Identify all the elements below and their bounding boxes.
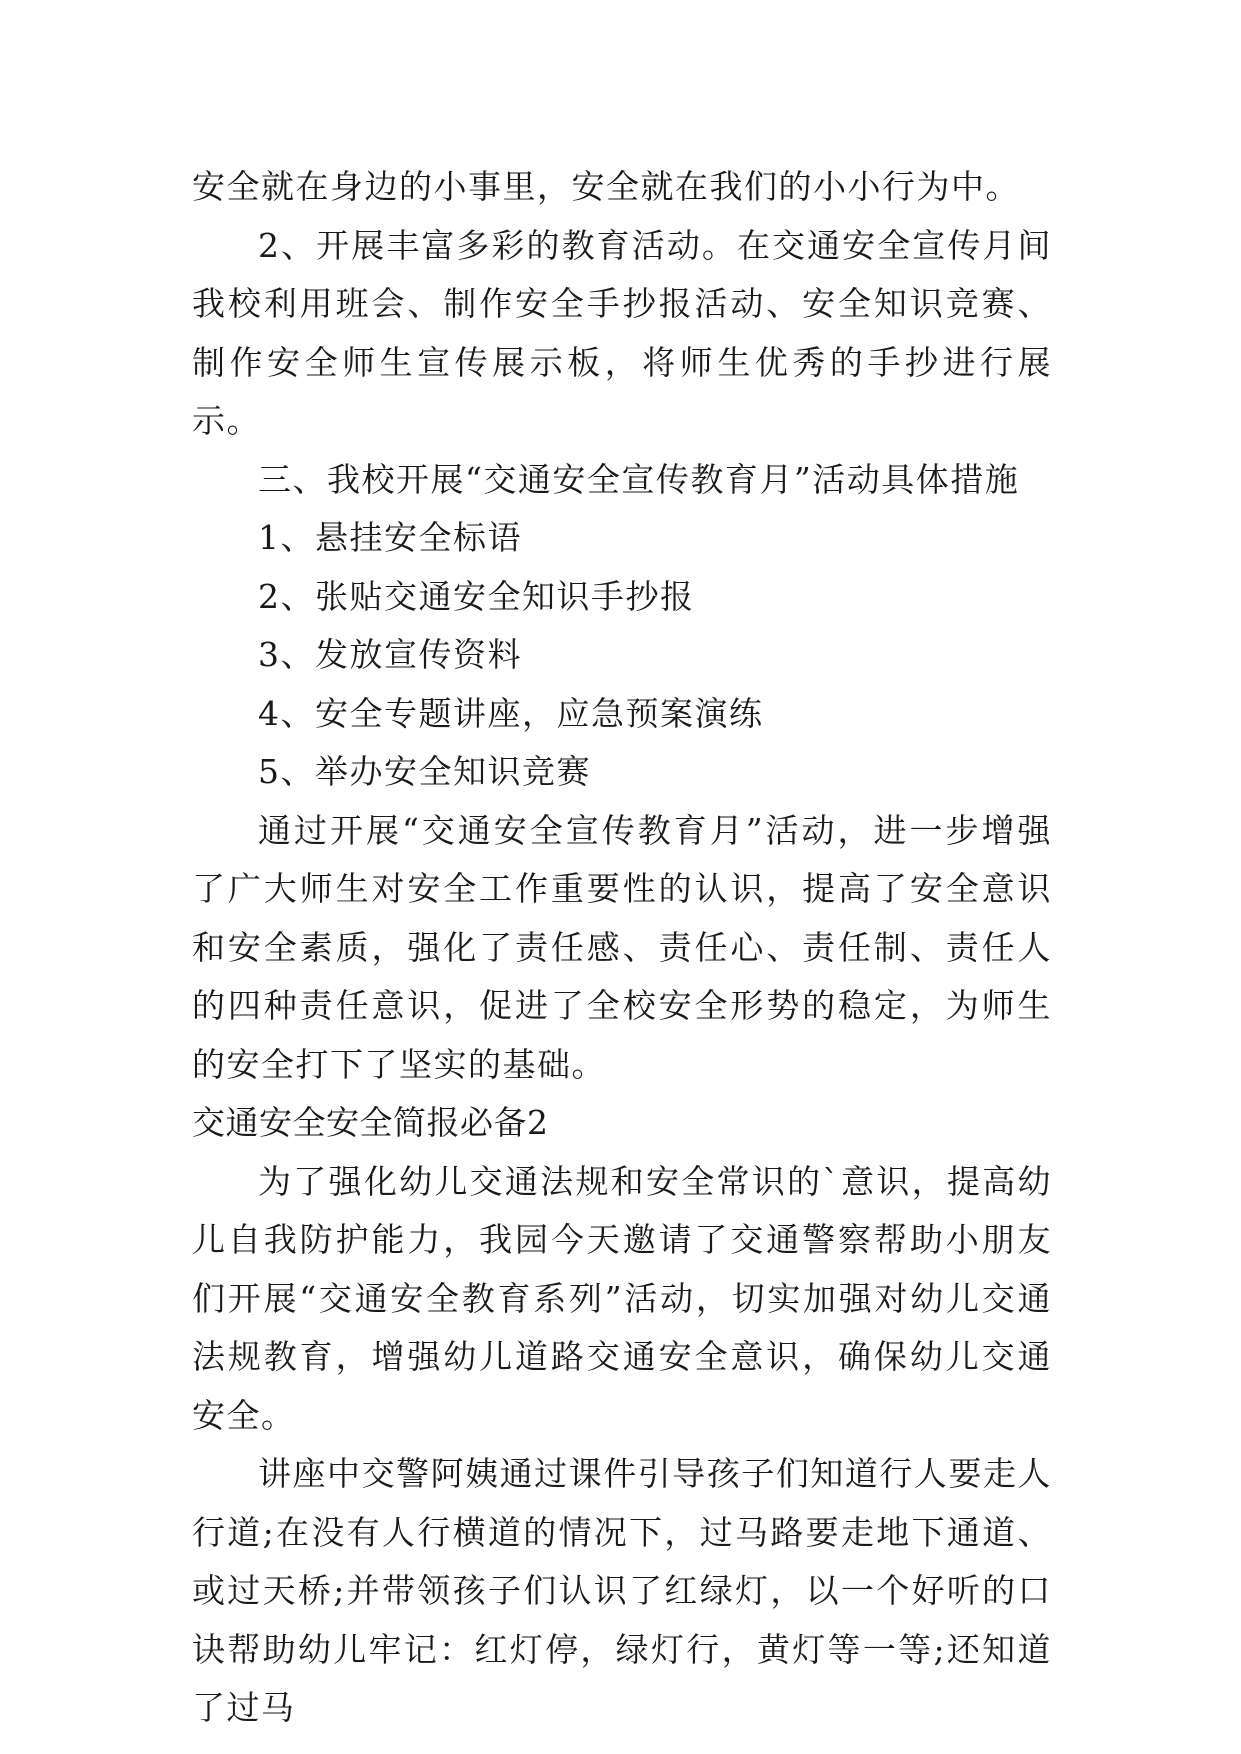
list-item: 5、举办安全知识竞赛	[258, 752, 591, 791]
list-item: 4、安全专题讲座，应急预案演练	[258, 693, 764, 733]
list-item: 1、悬挂安全标语	[258, 518, 522, 557]
paragraph: 2、开展丰富多彩的教育活动。在交通安全宣传月间我校利用班会、制作安全手抄报活动、安全知识竞赛、制作安全师生宣传展示板，将师生优秀的手抄进行展示。	[192, 225, 1052, 440]
list-item: 2、张贴交通安全知识手抄报	[258, 576, 695, 616]
article-title: 交通安全安全简报必备2	[192, 1103, 549, 1142]
list-item: 3、发放宣传资料	[258, 635, 522, 674]
document-body	[192, 158, 1052, 1738]
paragraph: 通过开展“交通安全宣传教育月”活动，进一步增强了广大师生对安全工作重要性的认识，提高了安全意识和安全素质，强化了责任感、责任心、责任制、责任人的四种责任意识，促进了全校安全形势的稳定，为师生的安全打下了坚实的基础。	[192, 810, 1052, 1084]
paragraph: 为了强化幼儿交通法规和安全常识的`意识，提高幼儿自我防护能力，我园今天邀请了交通警察帮助小朋友们开展“交通安全教育系列”活动，切实加强对幼儿交通法规教育，增强幼儿道路交通安全意识，确保幼儿交通安全。	[192, 1161, 1052, 1435]
paragraph: 安全就在身边的小事里，安全就在我们的小小行为中。	[192, 167, 1020, 206]
section-heading: 三、我校开展“交通安全宣传教育月”活动具体措施	[258, 459, 1020, 499]
paragraph: 讲座中交警阿姨通过课件引导孩子们知道行人要走人行道;在没有人行横道的情况下，过马路要走地下通道、或过天桥;并带领孩子们认识了红绿灯，以一个好听的口诀帮助幼儿牢记：红灯停，绿灯行，黄灯等一等;还知道了过马	[192, 1454, 1052, 1727]
